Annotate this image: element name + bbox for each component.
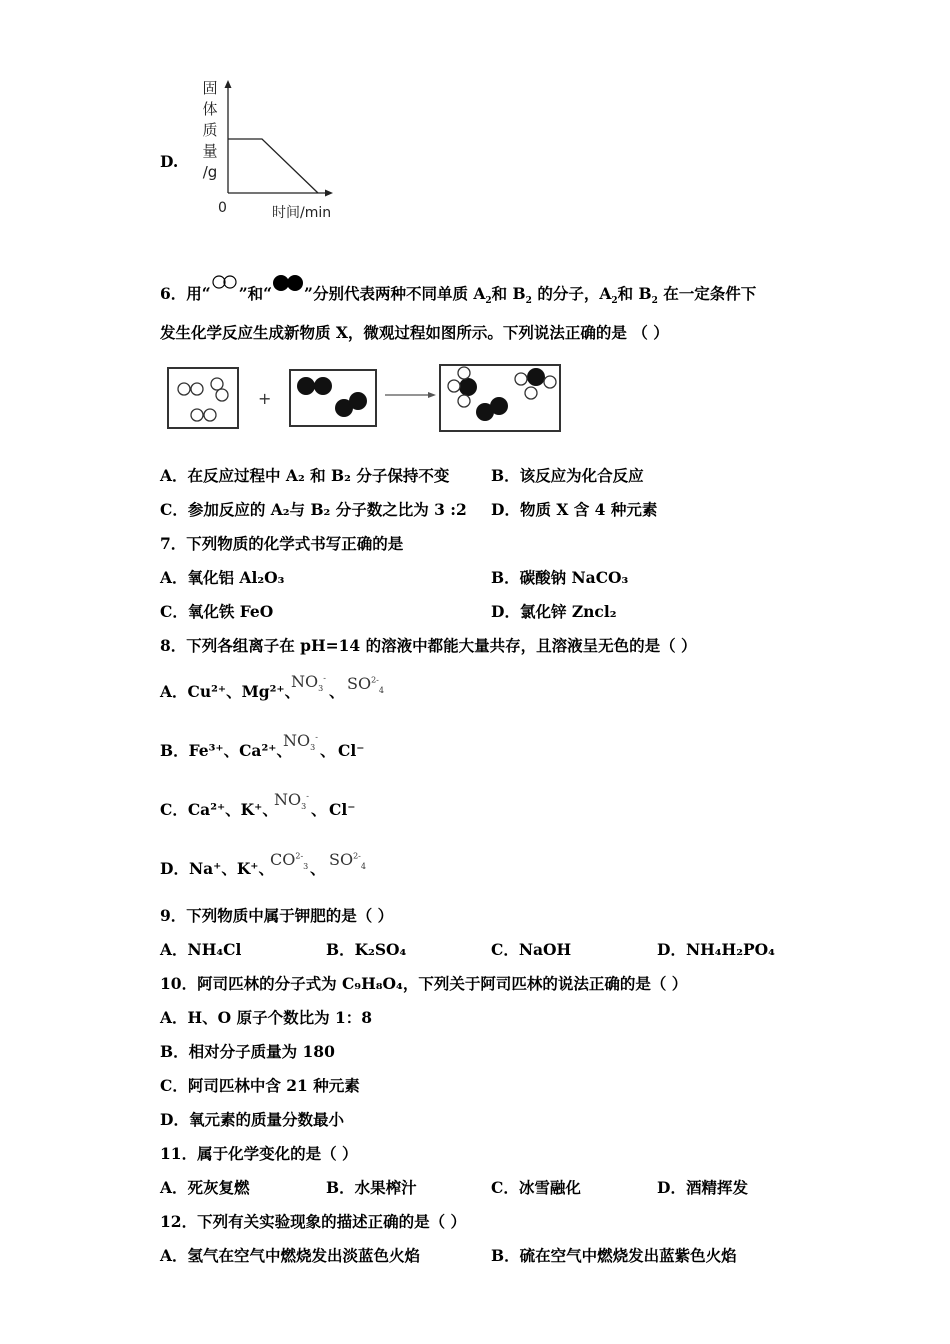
q7-option-d[interactable]: D．氯化锌 Zncl₂ <box>491 602 617 621</box>
origin-label: 0 <box>218 200 227 216</box>
y-label-char: 质 <box>202 121 218 139</box>
chloride-ion: Cl⁻ <box>338 741 365 760</box>
q8-option-a-text: A．Cu²⁺、Mg²⁺、 <box>160 682 301 701</box>
q7-stem: 7．下列物质的化学式书写正确的是 <box>160 534 404 553</box>
reaction-diagram <box>160 362 570 437</box>
q12-stem: 12．下列有关实验现象的描述正确的是（ ） <box>160 1212 466 1231</box>
separator: 、 <box>329 682 345 701</box>
q10-option-d[interactable]: D．氧元素的质量分数最小 <box>160 1110 344 1129</box>
q10-option-a[interactable]: A．H、O 原子个数比为 1：8 <box>160 1008 373 1027</box>
reaction-arrow-head <box>428 392 436 398</box>
q10-option-c[interactable]: C．阿司匹林中含 21 种元素 <box>160 1076 360 1095</box>
q10-option-b[interactable]: B．相对分子质量为 180 <box>160 1042 335 1061</box>
separator: 、 <box>311 800 327 819</box>
q6-stem-line2: 发生化学反应生成新物质 X，微观过程如图所示。下列说法正确的是 （ ） <box>160 323 669 342</box>
q6-text: 和 B <box>491 284 526 303</box>
q9-option-a[interactable]: A．NH₄Cl <box>160 940 242 959</box>
q6-option-c[interactable]: C．参加反应的 A₂与 B₂ 分子数之比为 3 :2 <box>160 500 467 519</box>
x-axis-arrow <box>325 190 333 197</box>
q6-option-a[interactable]: A．在反应过程中 A₂ 和 B₂ 分子保持不变 <box>160 466 450 485</box>
q6-option-d[interactable]: D．物质 X 含 4 种元素 <box>491 500 658 519</box>
q6-text: ”和“ <box>238 284 273 303</box>
q6-option-b[interactable]: B．该反应为化合反应 <box>491 466 644 485</box>
q9-option-b[interactable]: B．K₂SO₄ <box>326 940 407 959</box>
q8-option-d-text: D．Na⁺、K⁺、 <box>160 859 274 878</box>
q11-stem: 11．属于化学变化的是（ ） <box>160 1144 358 1163</box>
y-label-char: 量 <box>202 142 218 160</box>
plus-sign: + <box>258 389 272 408</box>
y-label-char: /g <box>202 163 218 181</box>
q9-option-d[interactable]: D．NH₄H₂PO₄ <box>657 940 775 959</box>
q7-option-a[interactable]: A．氧化铝 Al₂O₃ <box>160 568 285 587</box>
chloride-ion: Cl⁻ <box>329 800 356 819</box>
separator: 、 <box>310 859 326 878</box>
q8-option-a[interactable] <box>160 682 300 702</box>
b2-molecule-icon <box>272 273 304 293</box>
q8-stem: 8．下列各组离子在 pH=14 的溶液中都能大量共存，且溶液呈无色的是（ ） <box>160 636 697 655</box>
q6-stem: 6．用“ ”和“ ”分别代表两种不同单质 $A_2$和 $B_2$ 的分子，$A_2$和 $B_2$ 在一定条件下 <box>160 273 756 304</box>
q8-option-b-text: B．Fe³⁺、Ca²⁺、 <box>160 741 292 760</box>
q10-stem: 10．阿司匹林的分子式为 C₉H₈O₄，下列关于阿司匹林的说法正确的是（ ） <box>160 974 688 993</box>
q9-stem: 9．下列物质中属于钾肥的是（ ） <box>160 906 394 925</box>
q8-option-b[interactable] <box>160 741 292 761</box>
separator: 、 <box>320 741 336 760</box>
a2-molecules <box>178 378 228 421</box>
mass-curve <box>228 139 318 193</box>
q11-option-d[interactable]: D．酒精挥发 <box>657 1178 748 1197</box>
sulfate-ion: $SO^{2-}_4$ <box>347 674 384 696</box>
q6-text: ”分别代表两种不同单质 A <box>304 284 486 303</box>
sulfate-ion: $SO^{2-}_4$ <box>329 850 366 872</box>
q6-text: 6．用“ <box>160 284 211 303</box>
carbonate-ion: $CO^{2-}_3$ <box>270 850 309 872</box>
q12-option-a[interactable]: A．氢气在空气中燃烧发出淡蓝色火焰 <box>160 1246 421 1265</box>
q6-text: 和 B <box>617 284 652 303</box>
q11-option-a[interactable]: A．死灰复燃 <box>160 1178 250 1197</box>
q6-text: 在一定条件下 <box>657 284 757 303</box>
q7-option-b[interactable]: B．碳酸钠 NaCO₃ <box>491 568 629 587</box>
q7-option-c[interactable]: C．氧化铁 FeO <box>160 602 274 621</box>
b2-molecules <box>297 377 367 417</box>
q12-option-b[interactable]: B．硫在空气中燃烧发出蓝紫色火焰 <box>491 1246 737 1265</box>
y-axis-arrow <box>225 80 232 88</box>
nitrate-ion: $NO_3^-$ <box>283 731 318 753</box>
q9-option-c[interactable]: C．NaOH <box>491 940 572 959</box>
y-axis-label <box>201 78 219 183</box>
q6-text: 的分子，A <box>531 284 612 303</box>
product-molecules <box>448 367 556 421</box>
y-label-char: 体 <box>202 100 218 118</box>
nitrate-ion: $NO_3^-$ <box>274 790 309 812</box>
x-axis-label: 时间/min <box>272 205 332 221</box>
a2-molecule-icon <box>211 273 239 291</box>
q11-option-b[interactable]: B．水果榨汁 <box>326 1178 417 1197</box>
q8-option-c-text: C．Ca²⁺、K⁺、 <box>160 800 278 819</box>
y-label-char: 固 <box>202 79 218 97</box>
q8-option-d[interactable] <box>160 859 274 879</box>
nitrate-ion: $NO_3^-$ <box>291 672 326 694</box>
q11-option-c[interactable]: C．冰雪融化 <box>491 1178 581 1197</box>
q8-option-c[interactable] <box>160 800 278 820</box>
q5-option-d-label[interactable]: D. <box>160 152 179 171</box>
